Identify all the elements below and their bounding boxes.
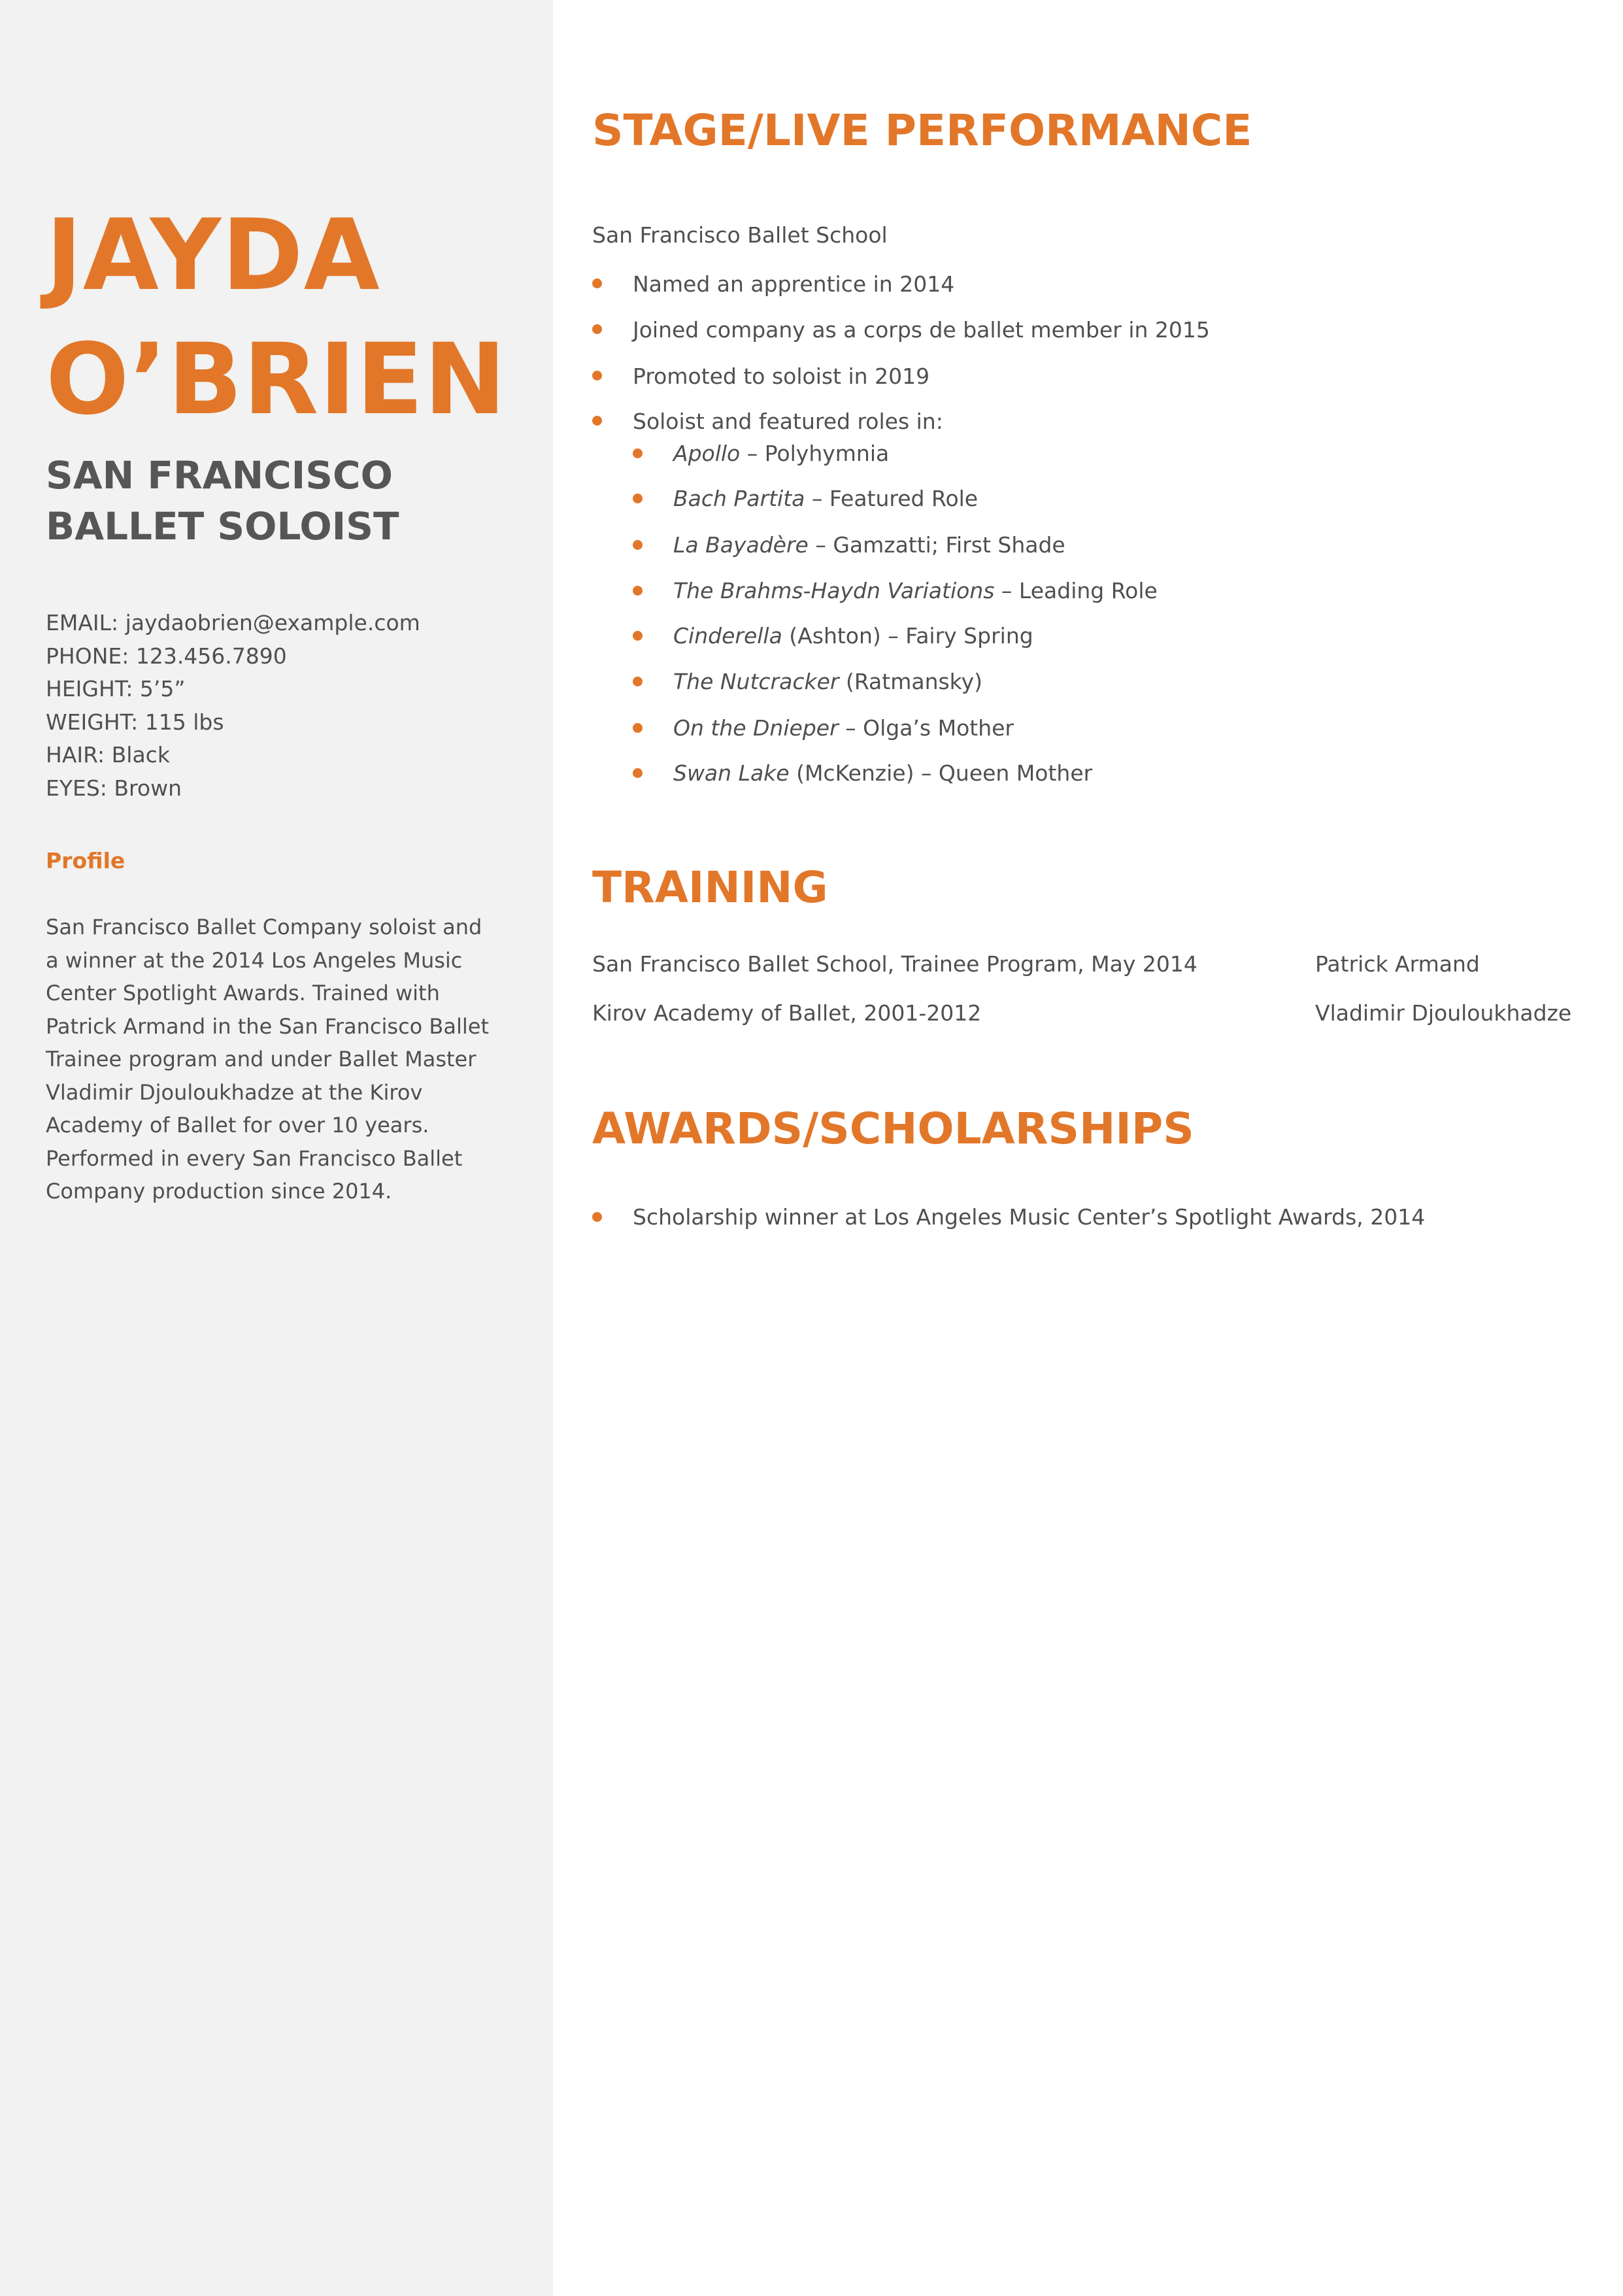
candidate-name <box>46 194 507 442</box>
contact-height: HEIGHT: 5’5” <box>46 676 186 701</box>
role-detail: (Ratmansky) <box>839 669 983 694</box>
profile-line: Company production since 2014. <box>46 1179 392 1204</box>
role-title: Bach Partita <box>673 486 805 511</box>
role-item <box>673 575 1158 607</box>
sub-bullet-dot <box>633 494 643 503</box>
role-detail: – Featured Role <box>805 486 979 511</box>
training-program: Kirov Academy of Ballet, 2001-2012 <box>592 1000 982 1026</box>
sub-bullet-dot <box>633 448 643 458</box>
profile-line: Trainee program and under Ballet Master <box>46 1047 477 1072</box>
title-line-1: SAN FRANCISCO <box>46 453 393 498</box>
bullet-dot <box>592 1212 602 1222</box>
role-detail: – Leading Role <box>994 578 1158 603</box>
awards-heading: AWARDS/SCHOLARSHIPS <box>592 1104 1194 1154</box>
bullet-dot <box>592 416 602 426</box>
award-item: Scholarship winner at Los Angeles Music Center’s Spotlight Awards, 2014 <box>633 1204 1426 1230</box>
role-detail: – Polyhymnia <box>740 441 890 466</box>
role-title: Swan Lake <box>673 760 790 786</box>
profile-line: Performed in every San Francisco Ballet <box>46 1145 463 1171</box>
role-item <box>673 437 889 470</box>
role-title: The Brahms-Haydn Variations <box>673 578 995 603</box>
sub-bullet-dot <box>633 586 643 596</box>
stage-bullet: Soloist and featured roles in: <box>633 409 943 434</box>
training-heading: TRAINING <box>592 862 828 913</box>
role-detail: (McKenzie) – Queen Mother <box>789 760 1093 786</box>
profile-line: Patrick Armand in the San Francisco Ballet <box>46 1013 489 1039</box>
sub-bullet-dot <box>633 677 643 686</box>
role-item <box>673 620 1033 652</box>
role-item <box>673 712 1014 745</box>
contact-email: EMAIL: jaydaobrien@example.com <box>46 610 420 635</box>
title-line-2: BALLET SOLOIST <box>46 504 399 549</box>
stage-heading: STAGE/LIVE PERFORMANCE <box>592 105 1252 156</box>
sub-bullet-dot <box>633 723 643 733</box>
profile-line: Academy of Ballet for over 10 years. <box>46 1113 429 1138</box>
stage-company: San Francisco Ballet School <box>592 222 888 248</box>
sub-bullet-dot <box>633 631 643 641</box>
profile-line: Center Spotlight Awards. Trained with <box>46 981 440 1005</box>
name-line-2: O’BRIEN <box>46 323 507 437</box>
contact-list <box>46 607 420 805</box>
contact-phone: PHONE: 123.456.7890 <box>46 643 287 669</box>
role-title: Cinderella <box>673 623 782 649</box>
stage-bullet: Joined company as a corps de ballet member in 2015 <box>633 317 1210 343</box>
contact-hair: HAIR: Black <box>46 742 170 768</box>
role-item <box>673 529 1065 562</box>
role-detail: – Olga’s Mother <box>838 715 1014 741</box>
sub-bullet-dot <box>633 540 643 550</box>
contact-eyes: EYES: Brown <box>46 775 182 801</box>
role-item <box>673 666 982 698</box>
role-title: The Nutcracker <box>673 669 839 694</box>
role-title: On the Dnieper <box>673 715 839 741</box>
contact-weight: WEIGHT: 115 lbs <box>46 709 224 735</box>
profile-line: Vladimir Djouloukhadze at the Kirov <box>46 1079 423 1105</box>
bullet-dot <box>592 324 602 334</box>
role-title: Apollo <box>673 441 741 466</box>
role-item <box>673 757 1092 790</box>
training-teacher: Patrick Armand <box>1315 951 1480 977</box>
profile-line: San Francisco Ballet Company soloist and <box>46 915 482 939</box>
profile-line: a winner at the 2014 Los Angeles Music <box>46 947 463 973</box>
name-line-1: JAYDA <box>46 199 380 312</box>
role-detail: – Gamzatti; First Shade <box>808 532 1065 558</box>
bullet-dot <box>592 279 602 288</box>
bullet-dot <box>592 371 602 380</box>
role-detail: (Ashton) – Fairy Spring <box>782 623 1033 649</box>
job-title <box>46 450 399 552</box>
sub-bullet-dot <box>633 768 643 778</box>
training-program: San Francisco Ballet School, Trainee Program, May 2014 <box>592 951 1197 977</box>
stage-bullet: Named an apprentice in 2014 <box>633 271 955 297</box>
role-title: La Bayadère <box>673 532 809 558</box>
training-teacher: Vladimir Djouloukhadze <box>1315 1000 1572 1026</box>
profile-heading: Profile <box>46 848 125 873</box>
role-item <box>673 482 978 515</box>
stage-bullet: Promoted to soloist in 2019 <box>633 363 930 389</box>
profile-text <box>46 911 516 1208</box>
